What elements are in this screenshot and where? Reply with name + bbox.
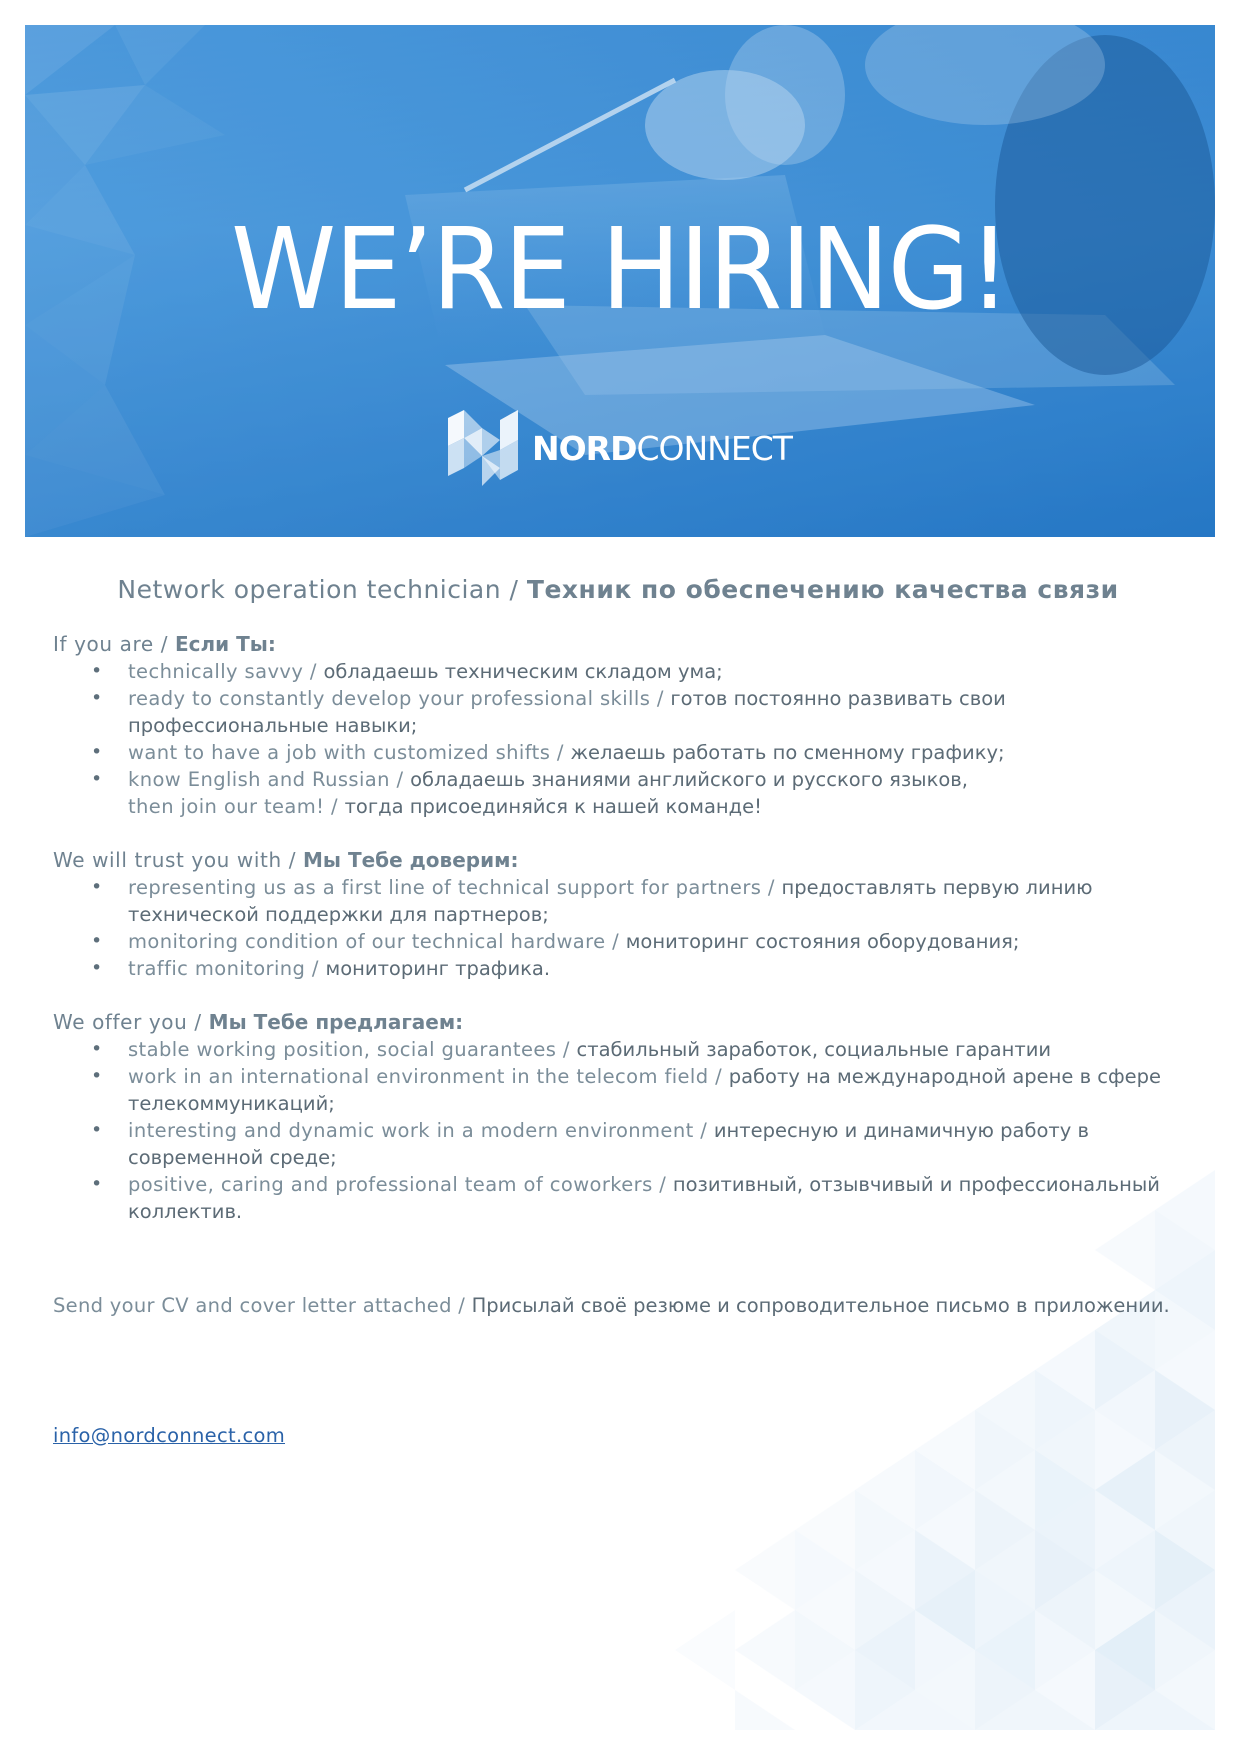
section-heading-trust: We will trust you with / Мы Тебе доверим:: [53, 848, 519, 872]
section-heading-offer: We offer you / Мы Тебе предлагаем:: [53, 1010, 464, 1034]
nordconnect-logo: [448, 410, 792, 486]
contact-email-link[interactable]: info@nordconnect.com: [53, 1424, 285, 1447]
list-item: • positive, caring and professional team of coworkers / позитивный, отзывчивый и профессиональный коллектив.: [128, 1171, 1183, 1225]
list-item: • traffic monitoring / мониторинг трафика.: [128, 955, 1183, 982]
job-title: Network operation technician / Техник по обеспечению качества связи: [117, 575, 1119, 604]
list-item: • interesting and dynamic work in a modern environment / интересную и динамичную работу в современной среде;: [128, 1117, 1183, 1171]
benefits-list: [53, 1036, 1183, 1225]
list-item: • representing us as a first line of technical support for partners / предоставлять первую линию технической поддержки для партнеров;: [128, 874, 1183, 928]
section-heading-if-you-are: If you are / Если Ты:: [53, 632, 276, 656]
responsibilities-list: [53, 874, 1183, 982]
send-cv-instructions: Send your CV and cover letter attached / Присылай своё резюме и сопроводительное письмо в приложении.: [53, 1294, 1170, 1317]
triangle-pattern-decoration: [655, 1170, 1215, 1730]
nordconnect-logo-icon: [448, 410, 518, 486]
list-item: • monitoring condition of our technical hardware / мониторинг состояния оборудования;: [128, 928, 1183, 955]
requirements-list: [53, 658, 1183, 793]
list-item: • work in an international environment in the telecom field / работу на международной арене в сфере телекоммуникаций;: [128, 1063, 1183, 1117]
list-item: • technically savvy / обладаешь техническим складом ума;: [128, 658, 1183, 685]
join-team-line: then join our team! / тогда присоединяйся к нашей команде!: [128, 795, 762, 818]
list-item: • ready to constantly develop your professional skills / готов постоянно развивать свои профессиональные навыки;: [128, 685, 1183, 739]
job-posting-content: [53, 575, 1183, 1225]
hero-title: WE’RE HIRING!: [231, 205, 1009, 335]
list-item: • know English and Russian / обладаешь знаниями английского и русского языков,: [128, 766, 1183, 793]
list-item: • stable working position, social guarantees / стабильный заработок, социальные гарантии: [128, 1036, 1183, 1063]
hero-banner: [25, 25, 1215, 537]
list-item: • want to have a job with customized shifts / желаешь работать по сменному графику;: [128, 739, 1183, 766]
nordconnect-wordmark: NORDCONNECT: [532, 428, 792, 468]
